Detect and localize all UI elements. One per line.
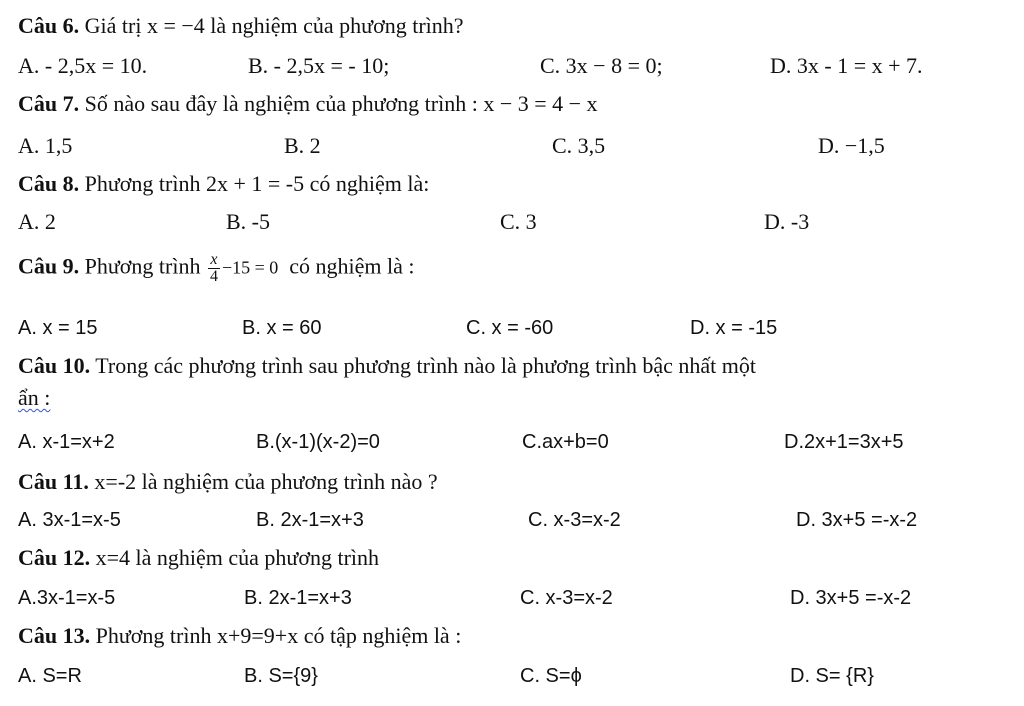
option-a: A.3x-1=x-5	[18, 587, 116, 609]
option-b: B. 2	[284, 133, 321, 158]
option-b: B. S={9}	[244, 665, 318, 687]
fraction	[208, 252, 220, 285]
option-c: C. x-3=x-2	[528, 509, 621, 531]
question-text: Phương trình x+9=9+x có tập nghiệm là :	[95, 623, 462, 648]
option-a: A. 1,5	[18, 133, 73, 158]
fraction-numerator: x	[208, 252, 220, 269]
question-number: Câu 10.	[18, 353, 91, 378]
option-b: B.(x-1)(x-2)=0	[256, 431, 380, 453]
question-text: Giá trị x = −4 là nghiệm của phương trình?	[84, 13, 464, 38]
option-d: D. x = -15	[690, 317, 778, 339]
option-a: A. S=R	[18, 665, 82, 687]
question-text: x=4 là nghiệm của phương trình	[95, 545, 380, 570]
option-d: D. 3x+5 =-x-2	[790, 587, 912, 609]
fraction-denominator: 4	[209, 268, 218, 285]
question-7	[18, 90, 598, 118]
question-9	[18, 252, 415, 285]
question-number: Câu 8.	[18, 171, 80, 196]
option-c: C. x-3=x-2	[520, 587, 613, 609]
question-number: Câu 11.	[18, 469, 89, 494]
question-12	[18, 544, 379, 572]
option-a: A. 3x-1=x-5	[18, 509, 121, 531]
question-number: Câu 7.	[18, 91, 80, 116]
option-c: C. 3	[500, 209, 537, 234]
option-a: A. - 2,5x = 10.	[18, 53, 148, 78]
option-b: B. 2x-1=x+3	[244, 587, 352, 609]
question-8	[18, 170, 429, 198]
question-text: Số nào sau đây là nghiệm của phương trình : x − 3 = 4 − x	[84, 91, 598, 116]
question-text: Phương trình	[84, 253, 201, 279]
question-text: Trong các phương trình sau phương trình nào là phương trình bậc nhất một	[95, 353, 756, 378]
option-b: B. 2x-1=x+3	[256, 509, 364, 531]
option-c: C.ax+b=0	[522, 431, 609, 453]
option-d: D.2x+1=3x+5	[784, 431, 904, 453]
option-d: D. S= {R}	[790, 665, 874, 687]
option-c: C. x = -60	[466, 317, 554, 339]
option-d: D. -3	[764, 209, 810, 234]
question-text-tail: có nghiệm là :	[289, 253, 415, 279]
option-c: C. 3x − 8 = 0;	[540, 53, 663, 78]
equation-tail: −15 = 0	[221, 257, 279, 278]
question-number: Câu 13.	[18, 623, 91, 648]
option-b: B. x = 60	[242, 317, 322, 339]
question-11	[18, 468, 438, 496]
question-text: x=-2 là nghiệm của phương trình nào ?	[94, 469, 438, 494]
option-c: C. S=ϕ	[520, 665, 582, 687]
question-6	[18, 12, 464, 40]
question-text-continued	[18, 384, 50, 412]
option-d: D. −1,5	[818, 133, 885, 158]
question-10	[18, 352, 756, 380]
option-b: B. - 2,5x = - 10;	[248, 53, 390, 78]
option-a: A. x = 15	[18, 317, 98, 339]
question-text: Phương trình 2x + 1 = -5 có nghiệm là:	[84, 171, 430, 196]
question-number: Câu 6.	[18, 13, 80, 38]
option-a: A. 2	[18, 209, 56, 234]
option-d: D. 3x+5 =-x-2	[796, 509, 918, 531]
question-number: Câu 12.	[18, 545, 91, 570]
option-a: A. x-1=x+2	[18, 431, 115, 453]
question-number: Câu 9.	[18, 253, 80, 279]
option-c: C. 3,5	[552, 133, 606, 158]
question-13	[18, 622, 461, 650]
question-text-line2: ẩn :	[18, 385, 51, 410]
option-b: B. -5	[226, 209, 270, 234]
option-d: D. 3x - 1 = x + 7.	[770, 53, 923, 78]
